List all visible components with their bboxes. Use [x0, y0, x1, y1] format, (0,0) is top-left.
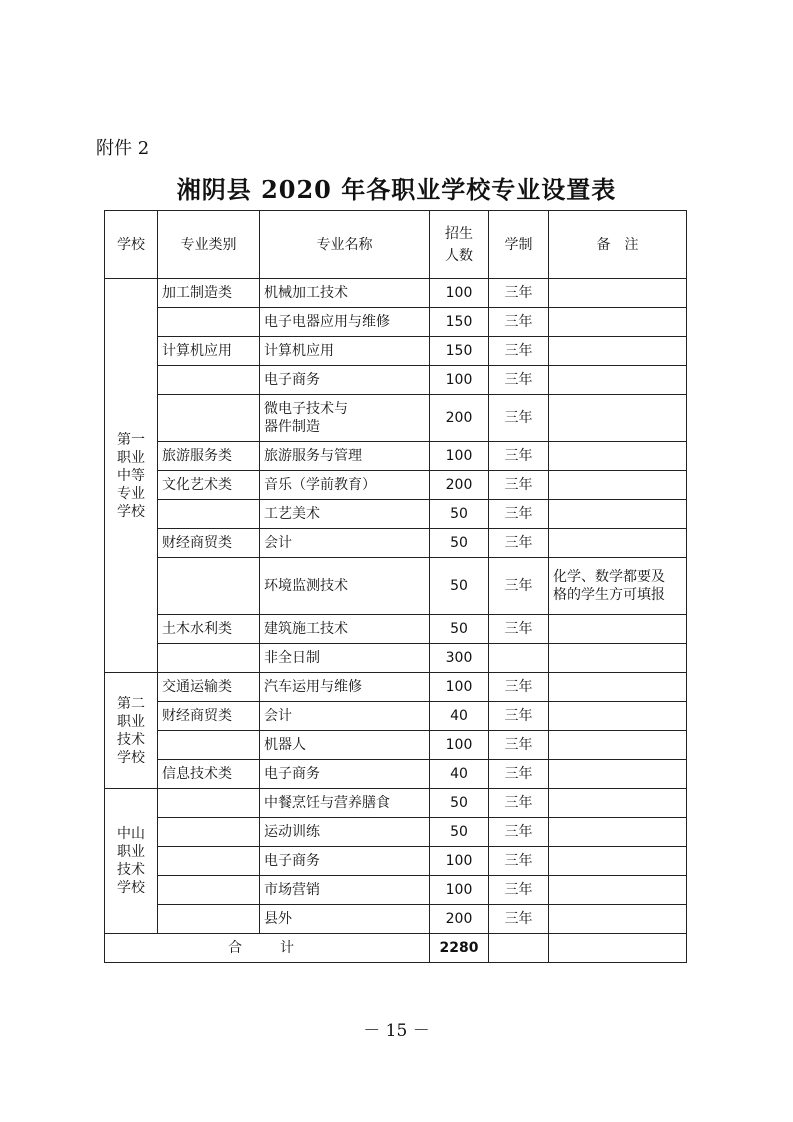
duration-cell: 三年 — [489, 500, 549, 529]
major-cell — [260, 644, 430, 673]
enrollment-cell: 100 — [430, 673, 489, 702]
duration-cell — [489, 644, 549, 673]
category-cell — [158, 366, 260, 395]
table-row — [105, 500, 687, 529]
major-cell — [260, 529, 430, 558]
major-line: 会计 — [264, 535, 292, 551]
category-cell — [158, 876, 260, 905]
enrollment-cell: 200 — [430, 395, 489, 442]
school-name-line: 职业 — [117, 449, 145, 466]
total-row — [105, 934, 687, 963]
major-cell — [260, 500, 430, 529]
table-row — [105, 876, 687, 905]
enrollment-cell: 100 — [430, 366, 489, 395]
school-name — [105, 279, 158, 673]
remarks-cell — [549, 308, 687, 337]
page-number: － 15 － — [363, 1021, 430, 1041]
annex-label: 附件 2 — [96, 138, 150, 159]
duration-cell: 三年 — [489, 308, 549, 337]
major-cell — [260, 731, 430, 760]
major-line: 机器人 — [264, 737, 306, 753]
duration-cell: 三年 — [489, 558, 549, 615]
total-duration-empty — [489, 934, 549, 963]
remarks-line: 格的学生方可填报 — [553, 587, 665, 603]
header-enrollment-line1: 招生 — [445, 225, 473, 242]
enrollment-cell: 40 — [430, 702, 489, 731]
major-cell — [260, 471, 430, 500]
table-row — [105, 818, 687, 847]
table-row — [105, 760, 687, 789]
enrollment-cell: 50 — [430, 615, 489, 644]
table-row — [105, 337, 687, 366]
category-cell — [158, 308, 260, 337]
remarks-cell — [549, 442, 687, 471]
enrollment-cell: 50 — [430, 558, 489, 615]
remarks-cell — [549, 876, 687, 905]
major-line: 县外 — [264, 911, 292, 927]
major-cell — [260, 702, 430, 731]
duration-cell: 三年 — [489, 337, 549, 366]
remarks-cell — [549, 702, 687, 731]
remarks-cell — [549, 558, 687, 615]
table-row — [105, 471, 687, 500]
enrollment-cell: 100 — [430, 847, 489, 876]
school-name-line: 职业 — [117, 713, 145, 730]
major-line: 电子电器应用与维修 — [264, 314, 390, 330]
major-line: 电子商务 — [264, 372, 320, 388]
major-line: 中餐烹饪与营养膳食 — [264, 795, 390, 811]
major-line: 计算机应用 — [264, 343, 334, 359]
table-row — [105, 308, 687, 337]
category-cell: 加工制造类 — [158, 279, 260, 308]
enrollment-cell: 50 — [430, 818, 489, 847]
major-line: 非全日制 — [264, 650, 320, 666]
enrollment-cell: 200 — [430, 471, 489, 500]
table-row — [105, 847, 687, 876]
school-name — [105, 789, 158, 934]
category-cell — [158, 500, 260, 529]
major-line: 工艺美术 — [264, 506, 320, 522]
header-enrollment — [430, 211, 489, 279]
major-line: 旅游服务与管理 — [264, 448, 362, 464]
category-cell — [158, 789, 260, 818]
category-cell: 交通运输类 — [158, 673, 260, 702]
remarks-line: 化学、数学都要及 — [553, 569, 665, 585]
table-row — [105, 789, 687, 818]
major-cell — [260, 789, 430, 818]
duration-cell: 三年 — [489, 731, 549, 760]
major-line: 音乐（学前教育） — [264, 477, 376, 493]
school-name-line: 职业 — [117, 844, 145, 860]
duration-cell: 三年 — [489, 673, 549, 702]
school-name-line: 专业 — [117, 485, 145, 502]
table-header-row — [105, 211, 687, 279]
category-cell: 旅游服务类 — [158, 442, 260, 471]
duration-cell: 三年 — [489, 818, 549, 847]
major-line: 电子商务 — [264, 766, 320, 782]
table-row — [105, 529, 687, 558]
enrollment-cell: 50 — [430, 500, 489, 529]
school-name-line: 技术 — [117, 862, 145, 878]
remarks-cell — [549, 471, 687, 500]
duration-cell: 三年 — [489, 366, 549, 395]
category-cell — [158, 644, 260, 673]
remarks-cell — [549, 731, 687, 760]
major-cell — [260, 308, 430, 337]
remarks-cell — [549, 366, 687, 395]
remarks-cell — [549, 847, 687, 876]
duration-cell: 三年 — [489, 615, 549, 644]
major-cell — [260, 818, 430, 847]
remarks-cell — [549, 337, 687, 366]
major-line: 运动训练 — [264, 824, 320, 840]
duration-cell: 三年 — [489, 471, 549, 500]
enrollment-cell: 40 — [430, 760, 489, 789]
category-cell — [158, 395, 260, 442]
category-cell: 计算机应用 — [158, 337, 260, 366]
major-cell — [260, 760, 430, 789]
enrollment-cell: 300 — [430, 644, 489, 673]
remarks-cell — [549, 500, 687, 529]
remarks-cell — [549, 615, 687, 644]
major-line: 建筑施工技术 — [264, 621, 348, 637]
duration-cell: 三年 — [489, 789, 549, 818]
remarks-cell — [549, 395, 687, 442]
major-cell — [260, 558, 430, 615]
table-row — [105, 702, 687, 731]
category-cell: 信息技术类 — [158, 760, 260, 789]
header-major: 专业名称 — [260, 211, 430, 279]
remarks-cell — [549, 529, 687, 558]
major-line: 市场营销 — [264, 882, 320, 898]
major-cell — [260, 337, 430, 366]
duration-cell: 三年 — [489, 279, 549, 308]
school-name-line: 学校 — [117, 880, 145, 896]
total-remarks-empty — [549, 934, 687, 963]
table-row — [105, 366, 687, 395]
enrollment-cell: 50 — [430, 529, 489, 558]
remarks-cell — [549, 789, 687, 818]
major-line: 微电子技术与 — [264, 401, 348, 417]
major-cell — [260, 279, 430, 308]
header-duration: 学制 — [489, 211, 549, 279]
table-row — [105, 558, 687, 615]
major-cell — [260, 615, 430, 644]
enrollment-cell: 150 — [430, 337, 489, 366]
table-row — [105, 644, 687, 673]
remarks-cell — [549, 673, 687, 702]
school-name-line: 中山 — [117, 826, 145, 842]
major-line: 汽车运用与维修 — [264, 679, 362, 695]
major-line: 电子商务 — [264, 853, 320, 869]
duration-cell: 三年 — [489, 905, 549, 934]
major-cell — [260, 673, 430, 702]
major-cell — [260, 442, 430, 471]
school-name-line: 第一 — [117, 431, 145, 448]
total-value: 2280 — [430, 934, 489, 963]
table-row — [105, 279, 687, 308]
remarks-cell — [549, 760, 687, 789]
enrollment-cell: 100 — [430, 279, 489, 308]
category-cell: 文化艺术类 — [158, 471, 260, 500]
table-row — [105, 905, 687, 934]
category-cell — [158, 818, 260, 847]
header-remarks: 备 注 — [549, 211, 687, 279]
major-schedule-table — [104, 210, 687, 963]
table-row — [105, 615, 687, 644]
duration-cell: 三年 — [489, 395, 549, 442]
enrollment-cell: 50 — [430, 789, 489, 818]
major-cell — [260, 876, 430, 905]
major-cell — [260, 395, 430, 442]
major-cell — [260, 847, 430, 876]
school-name-line: 学校 — [117, 503, 145, 520]
remarks-cell — [549, 279, 687, 308]
remarks-cell — [549, 905, 687, 934]
category-cell — [158, 847, 260, 876]
header-category: 专业类别 — [158, 211, 260, 279]
duration-cell: 三年 — [489, 702, 549, 731]
table-row — [105, 395, 687, 442]
category-cell — [158, 731, 260, 760]
total-label: 合 计 — [105, 934, 430, 963]
major-line: 会计 — [264, 708, 292, 724]
school-name — [105, 673, 158, 789]
category-cell: 财经商贸类 — [158, 529, 260, 558]
header-enrollment-line2: 人数 — [445, 247, 473, 264]
duration-cell: 三年 — [489, 760, 549, 789]
enrollment-cell: 150 — [430, 308, 489, 337]
school-name-line: 第二 — [117, 695, 145, 712]
document-title: 湘阴县 2020 年各职业学校专业设置表 — [176, 175, 617, 204]
category-cell: 财经商贸类 — [158, 702, 260, 731]
major-cell — [260, 366, 430, 395]
major-line: 环境监测技术 — [264, 578, 348, 594]
table-row — [105, 731, 687, 760]
major-line: 机械加工技术 — [264, 285, 348, 301]
duration-cell: 三年 — [489, 876, 549, 905]
table-row — [105, 673, 687, 702]
category-cell — [158, 558, 260, 615]
header-school: 学校 — [105, 211, 158, 279]
school-name-line: 中等 — [117, 467, 145, 484]
major-cell — [260, 905, 430, 934]
remarks-cell — [549, 644, 687, 673]
school-name-line: 技术 — [117, 731, 145, 748]
category-cell: 土木水利类 — [158, 615, 260, 644]
school-name-line: 学校 — [117, 749, 145, 766]
major-line: 器件制造 — [264, 419, 320, 435]
duration-cell: 三年 — [489, 442, 549, 471]
duration-cell: 三年 — [489, 847, 549, 876]
enrollment-cell: 100 — [430, 876, 489, 905]
table-row — [105, 442, 687, 471]
enrollment-cell: 100 — [430, 731, 489, 760]
category-cell — [158, 905, 260, 934]
enrollment-cell: 100 — [430, 442, 489, 471]
duration-cell: 三年 — [489, 529, 549, 558]
enrollment-cell: 200 — [430, 905, 489, 934]
remarks-cell — [549, 818, 687, 847]
